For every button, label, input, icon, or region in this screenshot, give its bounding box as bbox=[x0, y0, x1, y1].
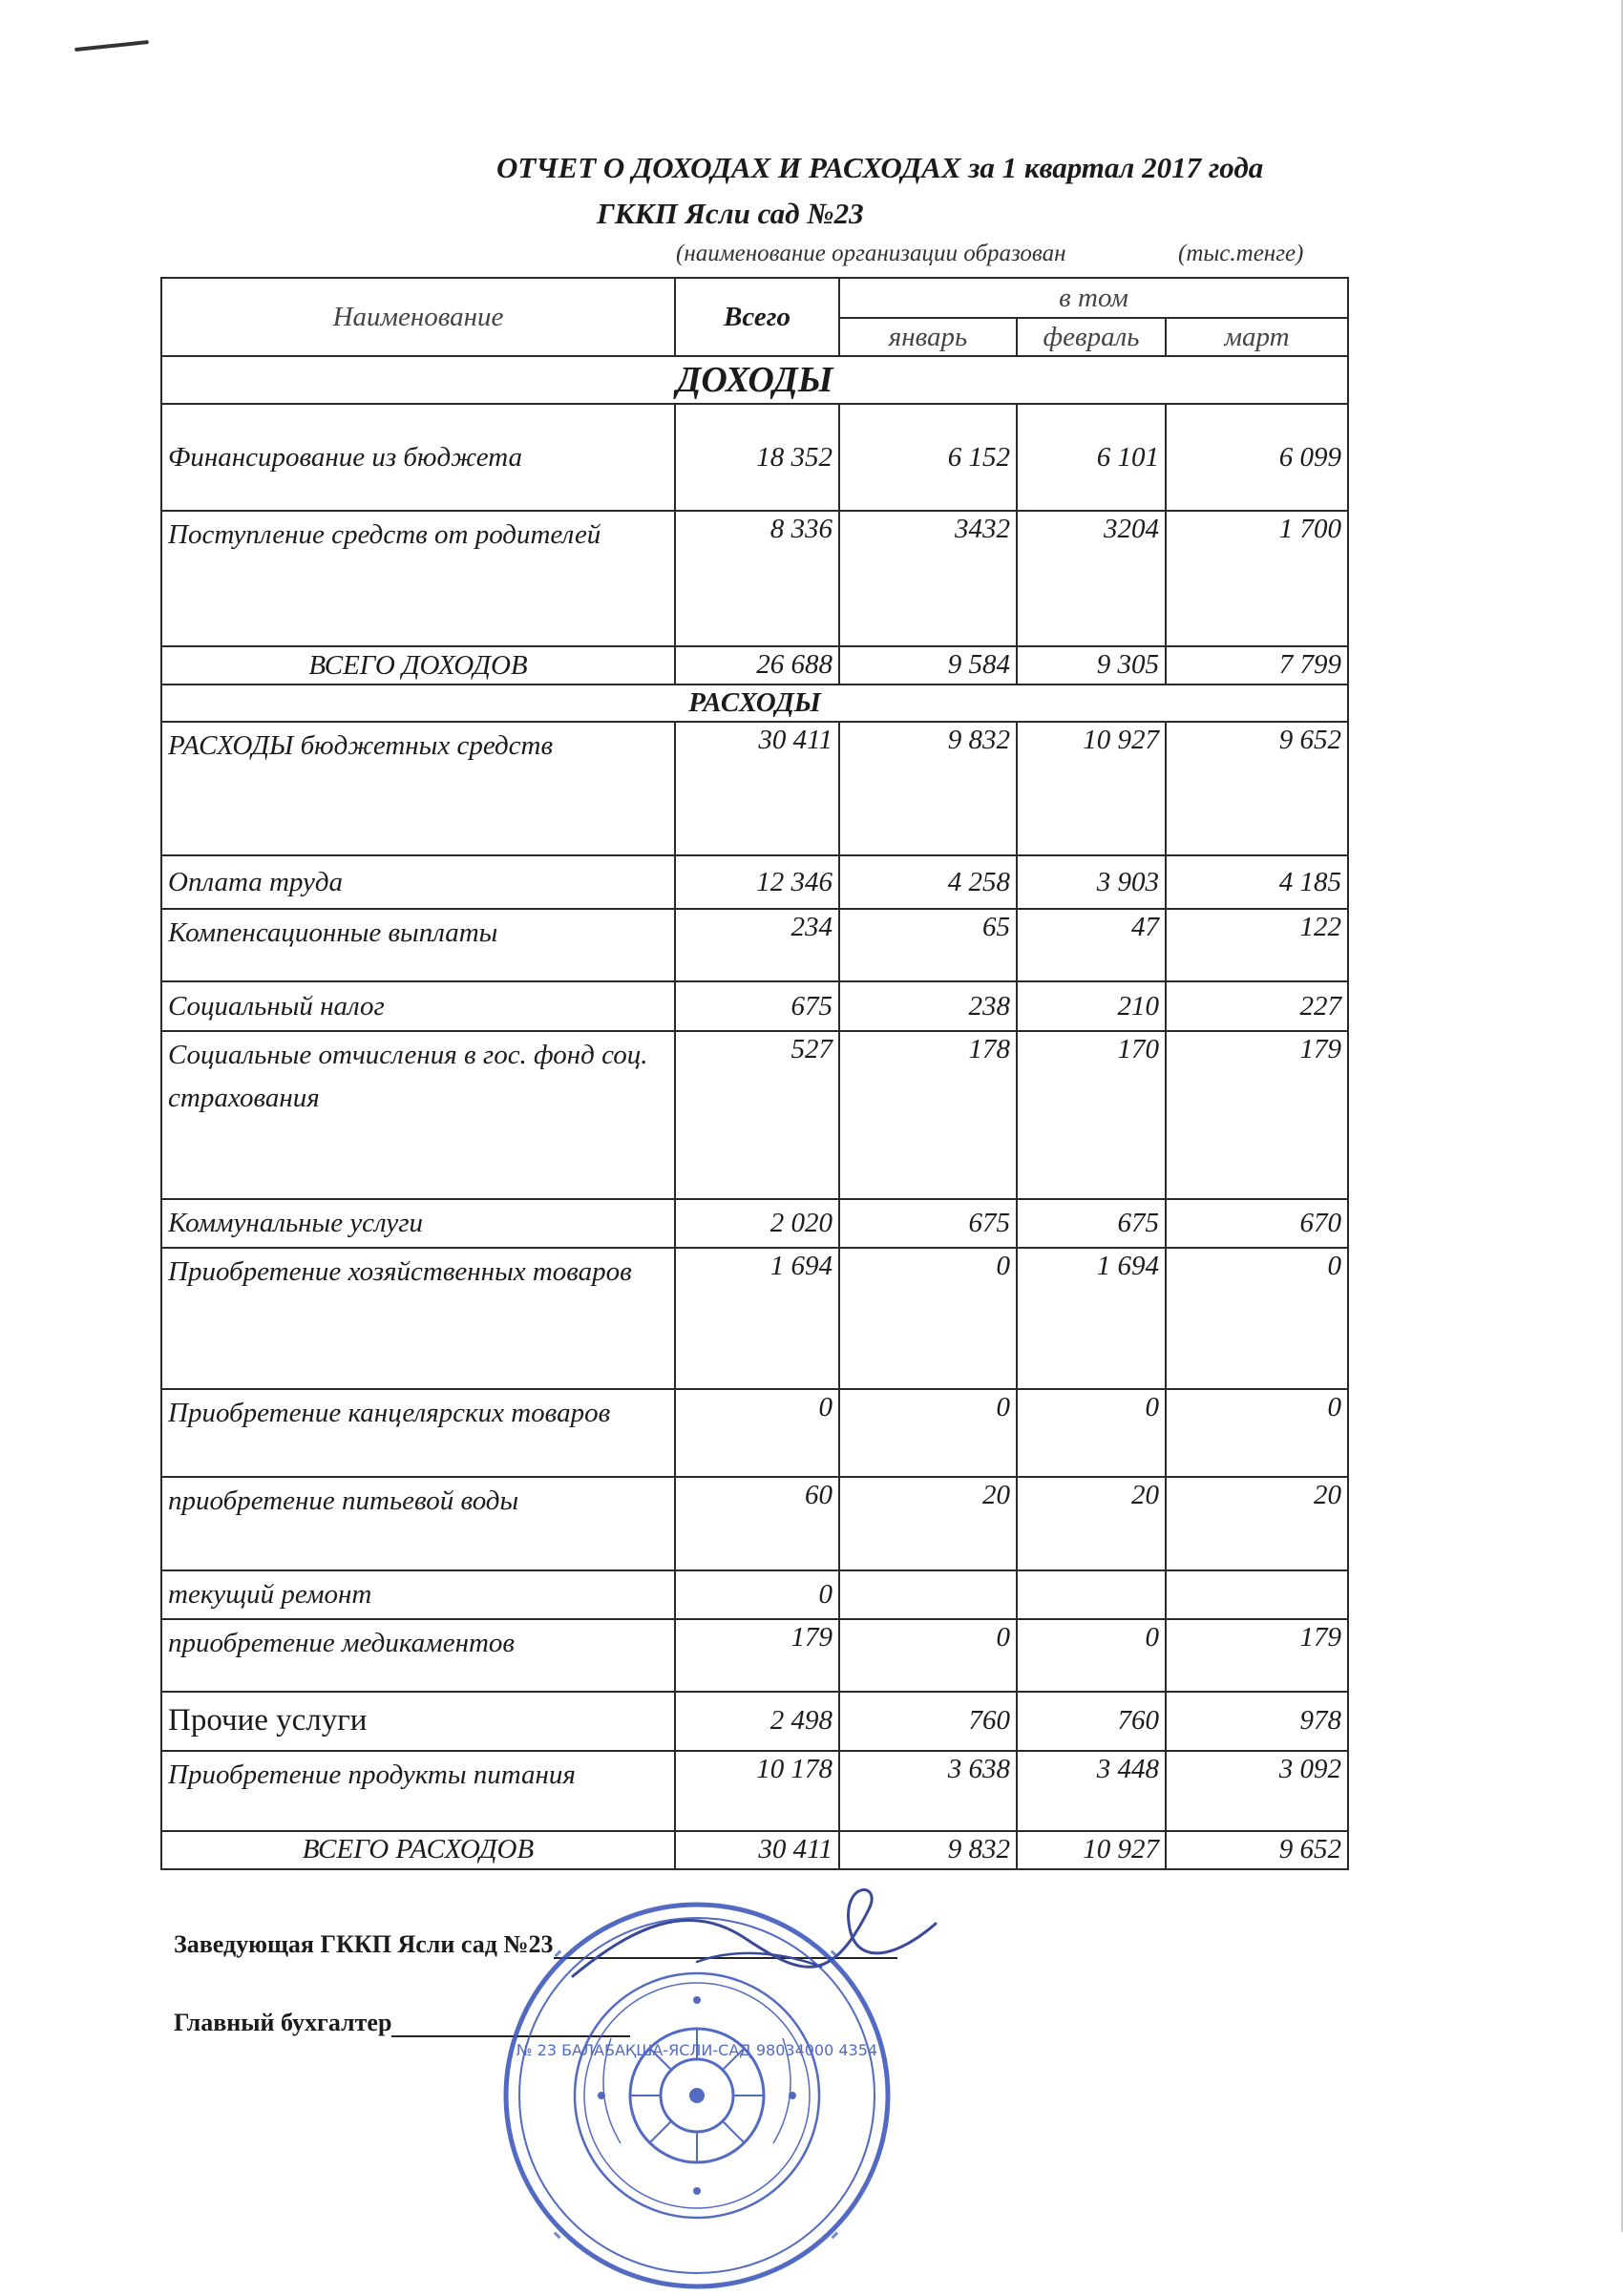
row-feb: 0 bbox=[1017, 1389, 1166, 1477]
table-row bbox=[161, 1477, 1348, 1570]
row-name: Социальный налог bbox=[161, 981, 675, 1031]
official-seal bbox=[496, 1895, 897, 2296]
row-jan: 0 bbox=[839, 1619, 1017, 1692]
table-row bbox=[161, 1248, 1348, 1389]
row-jan: 178 bbox=[839, 1031, 1017, 1199]
row-mar: 0 bbox=[1166, 1389, 1348, 1477]
row-name: Социальные отчисления в гос. фонд соц. страхования bbox=[161, 1031, 675, 1199]
header-mar: март bbox=[1166, 318, 1348, 356]
row-total: 60 bbox=[675, 1477, 839, 1570]
row-feb: 10 927 bbox=[1017, 1831, 1166, 1869]
row-total: 0 bbox=[675, 1389, 839, 1477]
row-feb: 3204 bbox=[1017, 511, 1166, 646]
table-row bbox=[161, 404, 1348, 511]
row-mar: 670 bbox=[1166, 1199, 1348, 1248]
expense-total-row bbox=[161, 1831, 1348, 1869]
row-feb: 6 101 bbox=[1017, 404, 1166, 511]
row-mar: 20 bbox=[1166, 1477, 1348, 1570]
row-mar bbox=[1166, 1570, 1348, 1619]
row-mar: 179 bbox=[1166, 1619, 1348, 1692]
row-total: 2 498 bbox=[675, 1692, 839, 1751]
row-feb: 675 bbox=[1017, 1199, 1166, 1248]
header-total: Всего bbox=[675, 278, 839, 356]
row-name: Приобретение канцелярских товаров bbox=[161, 1389, 675, 1477]
expense-section-row bbox=[161, 685, 1348, 722]
row-feb: 3 448 bbox=[1017, 1751, 1166, 1831]
row-name: Поступление средств от родителей bbox=[161, 511, 675, 646]
organization-name: ГККП Ясли сад №23 bbox=[597, 197, 864, 230]
row-feb: 9 305 bbox=[1017, 646, 1166, 685]
row-feb: 170 bbox=[1017, 1031, 1166, 1199]
row-mar: 6 099 bbox=[1166, 404, 1348, 511]
row-name: приобретение питьевой воды bbox=[161, 1477, 675, 1570]
row-feb: 47 bbox=[1017, 909, 1166, 981]
row-jan: 9 584 bbox=[839, 646, 1017, 685]
row-name: Приобретение хозяйственных товаров bbox=[161, 1248, 675, 1389]
row-total: 1 694 bbox=[675, 1248, 839, 1389]
row-feb: 3 903 bbox=[1017, 855, 1166, 909]
row-mar: 122 bbox=[1166, 909, 1348, 981]
row-mar: 9 652 bbox=[1166, 1831, 1348, 1869]
row-total: 12 346 bbox=[675, 855, 839, 909]
row-total: 675 bbox=[675, 981, 839, 1031]
row-feb: 10 927 bbox=[1017, 722, 1166, 855]
row-name: Оплата труда bbox=[161, 855, 675, 909]
header-feb: февраль bbox=[1017, 318, 1166, 356]
row-mar: 978 bbox=[1166, 1692, 1348, 1751]
row-total: 234 bbox=[675, 909, 839, 981]
row-name: Приобретение продукты питания bbox=[161, 1751, 675, 1831]
row-total: 26 688 bbox=[675, 646, 839, 685]
row-mar: 4 185 bbox=[1166, 855, 1348, 909]
row-feb: 760 bbox=[1017, 1692, 1166, 1751]
row-mar: 1 700 bbox=[1166, 511, 1348, 646]
accountant-label: Главный бухгалтер bbox=[174, 2009, 392, 2036]
table-row bbox=[161, 1692, 1348, 1751]
table-row bbox=[161, 1751, 1348, 1831]
row-jan: 238 bbox=[839, 981, 1017, 1031]
table-row bbox=[161, 909, 1348, 981]
table-row bbox=[161, 511, 1348, 646]
row-feb: 1 694 bbox=[1017, 1248, 1166, 1389]
row-total: 8 336 bbox=[675, 511, 839, 646]
row-feb: 210 bbox=[1017, 981, 1166, 1031]
income-total-label: ВСЕГО ДОХОДОВ bbox=[161, 646, 675, 685]
row-total: 10 178 bbox=[675, 1751, 839, 1831]
row-jan: 3432 bbox=[839, 511, 1017, 646]
row-jan bbox=[839, 1570, 1017, 1619]
row-jan: 20 bbox=[839, 1477, 1017, 1570]
pen-stroke bbox=[74, 40, 149, 52]
head-label: Заведующая ГККП Ясли сад №23 bbox=[174, 1930, 554, 1958]
row-jan: 0 bbox=[839, 1389, 1017, 1477]
table-row bbox=[161, 1570, 1348, 1619]
row-total: 2 020 bbox=[675, 1199, 839, 1248]
row-jan: 760 bbox=[839, 1692, 1017, 1751]
report-subtitle bbox=[676, 241, 1303, 267]
table-row bbox=[161, 981, 1348, 1031]
row-name: Прочие услуги bbox=[161, 1692, 675, 1751]
header-jan: январь bbox=[839, 318, 1017, 356]
income-section-title: ДОХОДЫ bbox=[161, 356, 1348, 404]
table-row bbox=[161, 855, 1348, 909]
row-jan: 0 bbox=[839, 1248, 1017, 1389]
income-section-row bbox=[161, 356, 1348, 404]
row-jan: 4 258 bbox=[839, 855, 1017, 909]
row-name: приобретение медикаментов bbox=[161, 1619, 675, 1692]
row-mar: 9 652 bbox=[1166, 722, 1348, 855]
row-feb bbox=[1017, 1570, 1166, 1619]
header-name: Наименование bbox=[161, 278, 675, 356]
row-name: текущий ремонт bbox=[161, 1570, 675, 1619]
row-jan: 9 832 bbox=[839, 722, 1017, 855]
row-jan: 65 bbox=[839, 909, 1017, 981]
row-mar: 0 bbox=[1166, 1248, 1348, 1389]
row-jan: 6 152 bbox=[839, 404, 1017, 511]
report-title: ОТЧЕТ О ДОХОДАХ И РАСХОДАХ за 1 квартал 2017 года bbox=[496, 151, 1264, 184]
row-name: Финансирование из бюджета bbox=[161, 404, 675, 511]
row-feb: 0 bbox=[1017, 1619, 1166, 1692]
expense-section-title: РАСХОДЫ bbox=[161, 685, 1348, 722]
table-row bbox=[161, 1389, 1348, 1477]
unit-label: (тыс.тенге) bbox=[1178, 241, 1304, 266]
seal-text: № 23 БАЛАБАҚША-ЯСЛИ-САД 98034000 4354 bbox=[516, 2041, 878, 2059]
row-total: 18 352 bbox=[675, 404, 839, 511]
row-name: Компенсационные выплаты bbox=[161, 909, 675, 981]
header-row bbox=[161, 278, 1348, 318]
row-name: РАСХОДЫ бюджетных средств bbox=[161, 722, 675, 855]
row-total: 30 411 bbox=[675, 722, 839, 855]
expense-total-label: ВСЕГО РАСХОДОВ bbox=[161, 1831, 675, 1869]
table-row bbox=[161, 1199, 1348, 1248]
row-mar: 227 bbox=[1166, 981, 1348, 1031]
subtitle-text: (наименование организации образован bbox=[676, 241, 1066, 266]
expense-budget-row bbox=[161, 722, 1348, 855]
row-mar: 3 092 bbox=[1166, 1751, 1348, 1831]
row-total: 0 bbox=[675, 1570, 839, 1619]
row-total: 527 bbox=[675, 1031, 839, 1199]
row-jan: 9 832 bbox=[839, 1831, 1017, 1869]
table-row bbox=[161, 1031, 1348, 1199]
row-jan: 3 638 bbox=[839, 1751, 1017, 1831]
row-jan: 675 bbox=[839, 1199, 1017, 1248]
header-in-that: в том bbox=[839, 278, 1348, 318]
row-total: 179 bbox=[675, 1619, 839, 1692]
row-mar: 179 bbox=[1166, 1031, 1348, 1199]
row-feb: 20 bbox=[1017, 1477, 1166, 1570]
row-mar: 7 799 bbox=[1166, 646, 1348, 685]
table-row bbox=[161, 1619, 1348, 1692]
row-name: Коммунальные услуги bbox=[161, 1199, 675, 1248]
income-total-row bbox=[161, 646, 1348, 685]
row-total: 30 411 bbox=[675, 1831, 839, 1869]
report-table bbox=[160, 277, 1349, 1870]
